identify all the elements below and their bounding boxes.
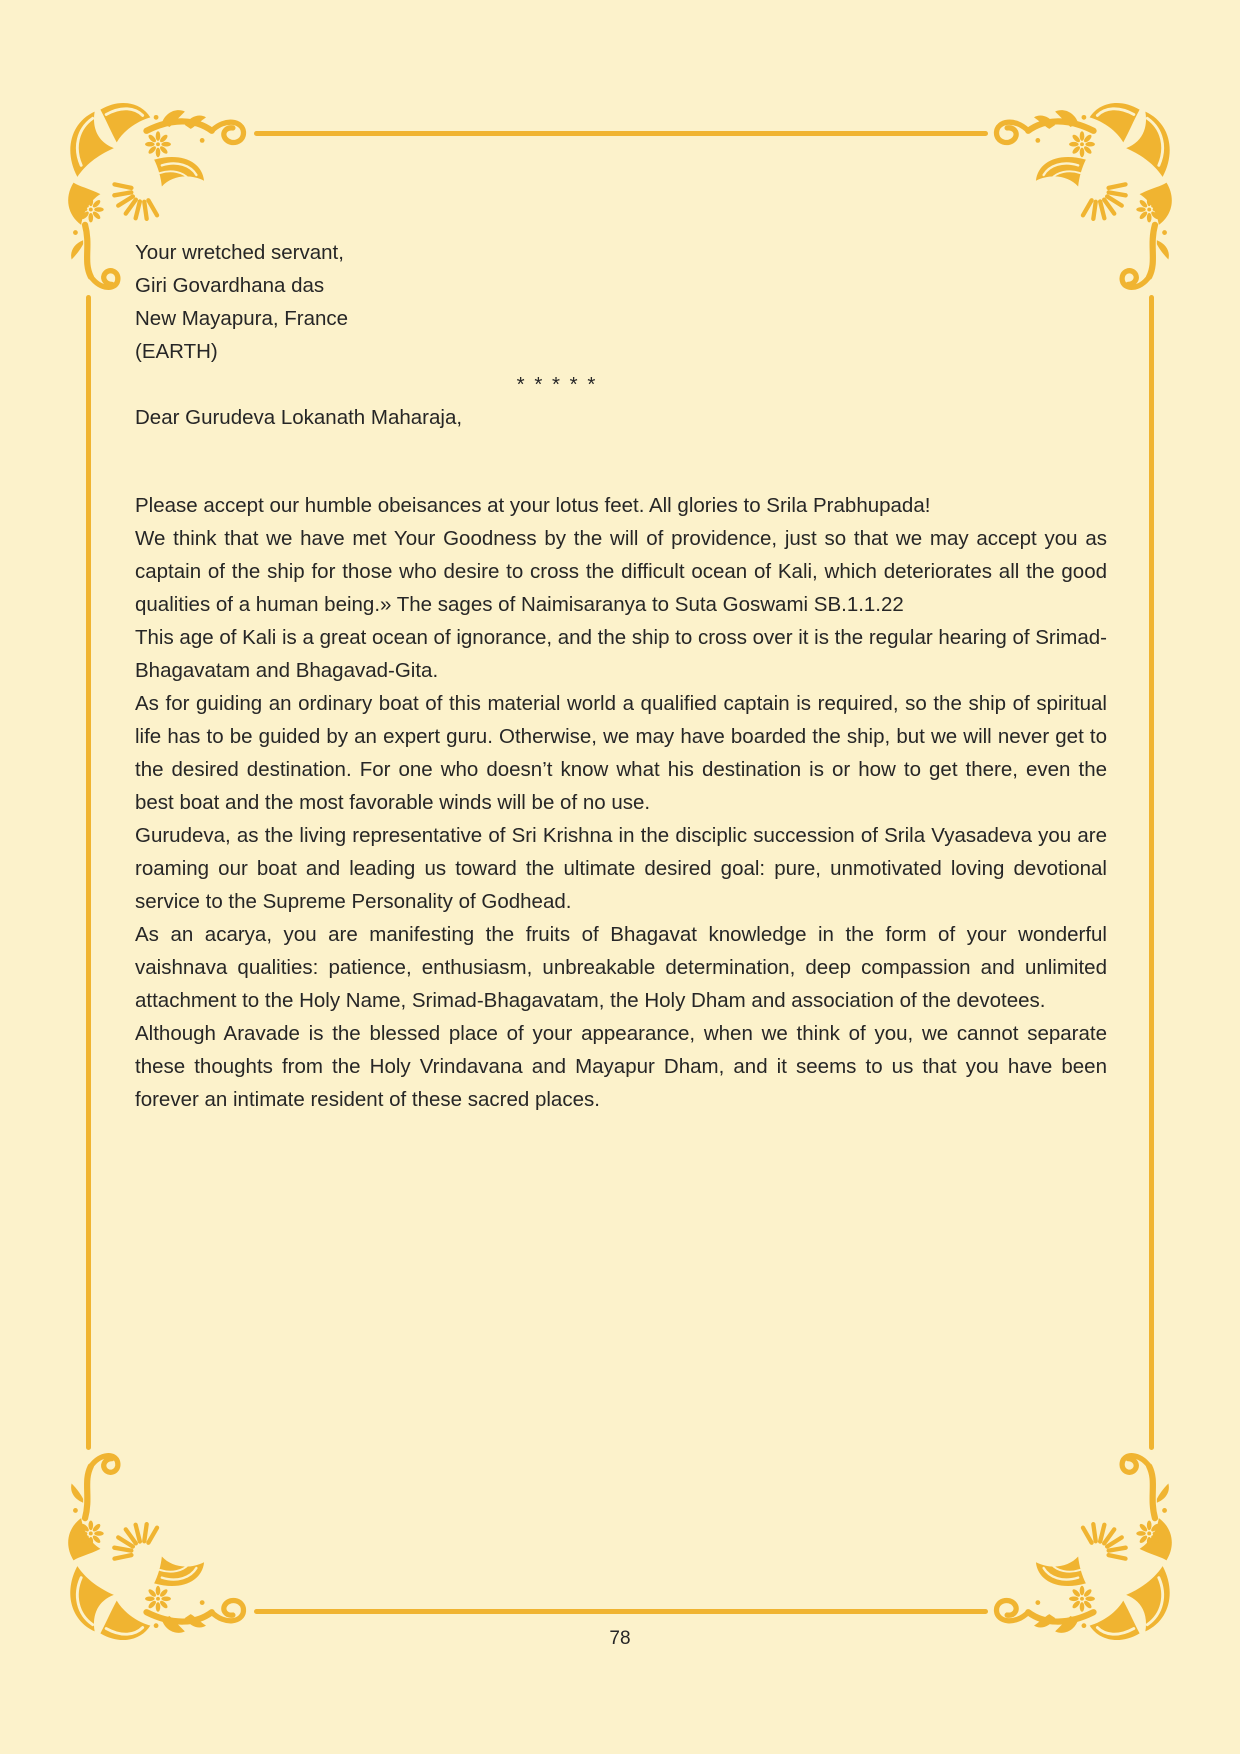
letter-paragraph: Gurudeva, as the living representative of Sri Krishna in the disciplic succession of Srila Vyasadeva you are roaming our boat and leading us toward the ultimate desired goal: pure, unmotivated loving devotional service to the Supreme Personality of Godhead. — [135, 824, 1107, 913]
page-number: 78 — [609, 1628, 631, 1649]
letter-paragraph: We think that we have met Your Goodness by the will of providence, just so that we may accept you as captain of the ship for those who desire to cross the difficult ocean of Kali, which deteriorates all the good qualities of a human being.» The sages of Naimisaranya to Suta Goswami SB.1.1.22 — [135, 527, 1107, 616]
letter-signature-location: New Mayapura, France — [135, 307, 349, 330]
letter-content — [135, 236, 1107, 1116]
letter-paragraph: Although Aravade is the blessed place of your appearance, when we think of you, we cannot separate these thoughts from the Holy Vrindavana and Mayapur Dham, and it seems to us that you have been forever an intimate resident of these sacred places. — [135, 1022, 1107, 1111]
asterisk-separator: * * * * * — [516, 373, 598, 396]
letter-paragraph: Please accept our humble obeisances at your lotus feet. All glories to Srila Prabhupada! — [135, 494, 931, 517]
letter-signoff: Your wretched servant, — [135, 241, 344, 264]
corner-flourish-icon-bottom-left — [62, 1449, 254, 1641]
letter-paragraph: As for guiding an ordinary boat of this material world a qualified captain is required, so the ship of spiritual life has to be guided by an expert guru. Otherwise, we may have boarded the ship, but we will never get to the desired destination. For one who doesn’t know what his destination is or how to get there, even the best boat and the most favorable winds will be of no use. — [135, 692, 1107, 814]
border-line-right — [1149, 295, 1154, 1450]
letter-signature-name: Giri Govardhana das — [135, 274, 325, 297]
letter-signature-planet: (EARTH) — [135, 340, 218, 363]
border-line-left — [86, 295, 91, 1450]
corner-flourish-icon-bottom-right — [986, 1449, 1178, 1641]
border-line-bottom — [254, 1609, 988, 1614]
letter-paragraph: As an acarya, you are manifesting the fruits of Bhagavat knowledge in the form of your wonderful vaishnava qualities: patience, enthusiasm, unbreakable determination, deep compassion and unlimited attachment to the Holy Name, Srimad-Bhagavatam, the Holy Dham and association of the devotees. — [135, 923, 1107, 1012]
letter-paragraph: This age of Kali is a great ocean of ignorance, and the ship to cross over it is the regular hearing of Srimad-Bhagavatam and Bhagavad-Gita. — [135, 626, 1107, 682]
border-line-top — [254, 131, 988, 136]
letter-salutation: Dear Gurudeva Lokanath Maharaja, — [135, 406, 463, 429]
